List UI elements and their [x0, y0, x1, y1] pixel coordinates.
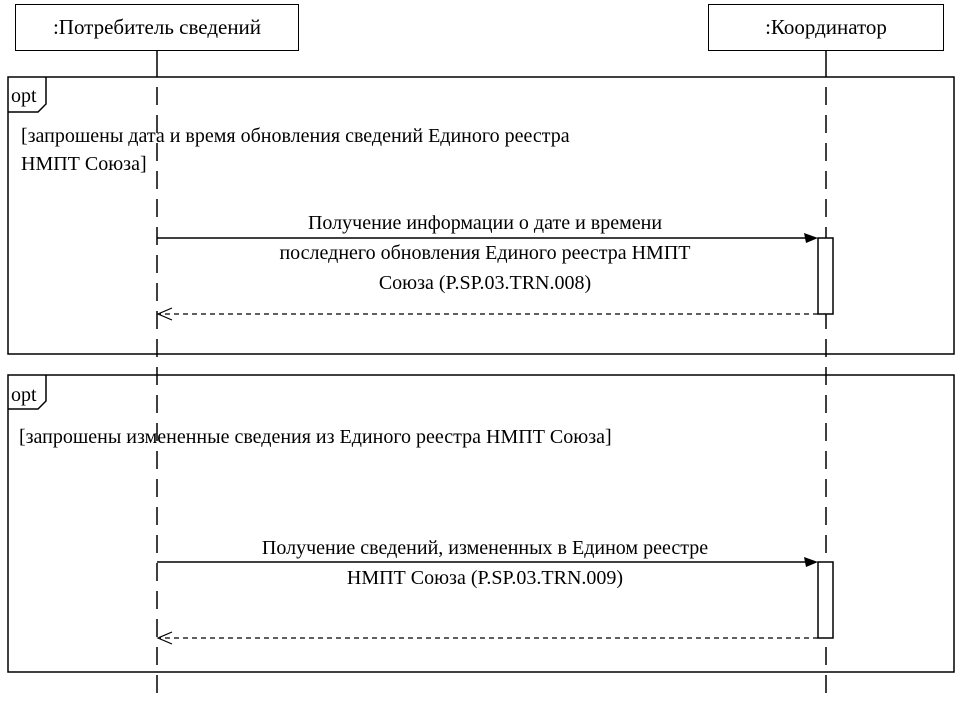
opt-fragment-2: [8, 375, 954, 672]
message-label-1: [160, 208, 810, 298]
message-line: Получение информации о дате и времени: [307, 212, 663, 234]
lifeline-coordinator: [708, 4, 944, 51]
guard-line: НМПТ Союза]: [21, 153, 147, 175]
coordinator-activation-1: [818, 238, 833, 314]
message-line: Получение сведений, измененных в Едином реестре: [261, 537, 709, 559]
fragment-guard: [19, 423, 612, 451]
guard-line: [запрошены дата и время обновления сведений Единого реестра: [21, 125, 570, 147]
message-label-2: [160, 533, 810, 593]
guard-line: [запрошены измененные сведения из Единого реестра НМПТ Союза]: [19, 426, 612, 448]
lifeline-consumer: [15, 4, 299, 51]
lifeline-label: :Координатор: [765, 15, 887, 39]
coordinator-activation-2: [818, 562, 833, 638]
message-line: последнего обновления Единого реестра НМПТ: [279, 242, 691, 264]
message-line: НМПТ Союза (P.SP.03.TRN.009): [346, 567, 624, 589]
fragment-operator: opt: [11, 85, 37, 107]
lifeline-label: :Потребитель сведений: [52, 15, 262, 39]
message-line: Союза (P.SP.03.TRN.008): [378, 272, 592, 294]
fragment-operator: opt: [11, 384, 37, 406]
fragment-guard: [21, 122, 570, 178]
